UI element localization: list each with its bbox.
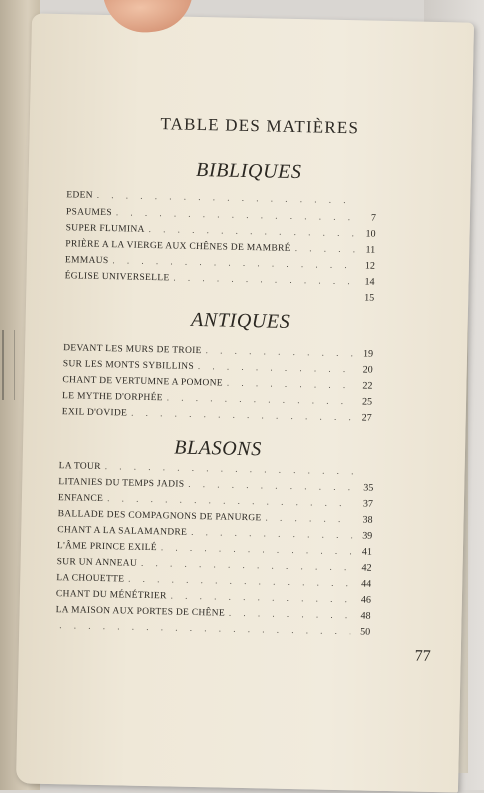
entry-page: 46 xyxy=(355,594,371,605)
entry-page: 37 xyxy=(357,498,373,509)
entry-page: 38 xyxy=(356,514,372,525)
entry-title: L'ÂME PRINCE EXILÉ xyxy=(57,541,157,553)
entry-page: 48 xyxy=(354,610,370,621)
dot-leader xyxy=(105,461,354,476)
entry-title: LA TOUR xyxy=(59,461,101,472)
entry-page: 15 xyxy=(358,292,374,303)
section-heading-bibliques: BIBLIQUES xyxy=(149,158,349,185)
entry-page: 41 xyxy=(356,546,372,557)
entry-title: EDEN xyxy=(66,190,93,201)
entry-title: DEVANT LES MURS DE TROIE xyxy=(63,343,202,356)
dot-leader xyxy=(265,512,352,524)
entry-title: LA CHOUETTE xyxy=(56,573,124,584)
entry-page: 35 xyxy=(357,482,373,493)
entry-page: 50 xyxy=(354,626,370,637)
entry-page: 10 xyxy=(359,228,375,239)
entry-title: BALLADE DES COMPAGNONS DE PANURGE xyxy=(58,509,262,523)
dot-leader xyxy=(188,479,353,492)
entry-title: EMMAUS xyxy=(65,255,109,266)
facing-page-ornament xyxy=(2,330,15,400)
entry-page: 12 xyxy=(359,260,375,271)
entry-title: PRIÈRE A LA VIERGE AUX CHÊNES DE MAMBRÉ xyxy=(65,239,291,254)
entry-title: LA MAISON AUX PORTES DE CHÊNE xyxy=(56,605,226,619)
entry-title: ENFANCE xyxy=(58,493,103,504)
entry-page: 19 xyxy=(357,348,373,359)
entry-page: 25 xyxy=(356,396,372,407)
dot-leader xyxy=(131,408,352,423)
dot-leader xyxy=(116,207,356,222)
entry-page: 44 xyxy=(355,578,371,589)
dot-leader xyxy=(191,527,352,540)
dot-leader xyxy=(198,361,353,374)
book-page xyxy=(16,13,474,792)
dot-leader xyxy=(206,345,354,358)
dot-leader xyxy=(173,272,354,286)
entry-title: CHANT DE VERTUMNE A POMONE xyxy=(62,375,223,388)
dot-leader xyxy=(167,392,352,406)
entry-page: 22 xyxy=(356,380,372,391)
entry-page: 27 xyxy=(356,412,372,423)
entry-page: 14 xyxy=(358,276,374,287)
entry-title: PSAUMES xyxy=(66,207,112,218)
dot-leader xyxy=(171,590,351,604)
entry-page: 39 xyxy=(356,530,372,541)
entry-page: 42 xyxy=(355,562,371,573)
dot-leader xyxy=(149,224,356,238)
dot-leader xyxy=(141,558,352,572)
entry-page: 11 xyxy=(359,244,375,255)
dot-leader xyxy=(97,190,357,205)
entry-title: LITANIES DU TEMPS JADIS xyxy=(58,477,184,490)
section-heading-blasons: BLASONS xyxy=(118,435,318,462)
entry-title: ÉGLISE UNIVERSELLE xyxy=(65,271,170,283)
entry-page: 7 xyxy=(360,212,376,223)
entry-title: EXIL D'OVIDE xyxy=(62,407,128,418)
entry-title: SUR LES MONTS SYBILLINS xyxy=(63,359,194,372)
entry-title: LE MYTHE D'ORPHÉE xyxy=(62,391,163,403)
entry-page: 20 xyxy=(357,364,373,375)
entry-title: CHANT A LA SALAMANDRE xyxy=(57,525,187,538)
dot-leader xyxy=(128,574,351,589)
entry-title: SUPER FLUMINA xyxy=(66,223,145,235)
entry-title: SUR UN ANNEAU xyxy=(57,557,138,569)
section-heading-antiques: ANTIQUES xyxy=(140,308,340,335)
dot-leader xyxy=(229,608,351,621)
toc-title: TABLE DES MATIÈRES xyxy=(130,114,390,139)
dot-leader xyxy=(161,542,352,556)
dot-leader xyxy=(295,243,356,254)
dot-leader xyxy=(227,378,353,391)
entry-title: CHANT DU MÉNÉTRIER xyxy=(56,589,167,601)
page-number: 77 xyxy=(415,648,431,666)
